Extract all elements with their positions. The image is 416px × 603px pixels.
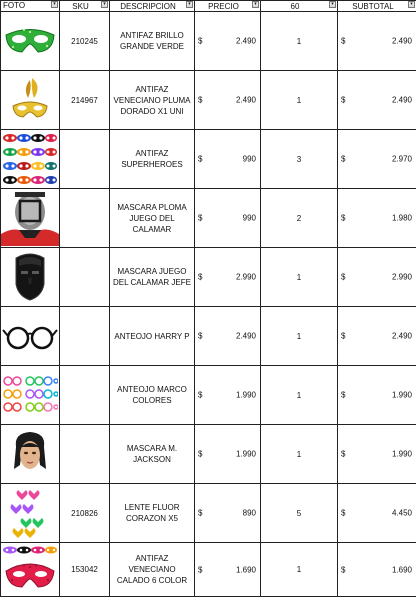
quantity-cell[interactable]: 1 xyxy=(261,71,338,130)
photo-cell[interactable] xyxy=(1,248,60,307)
subtotal-cell[interactable] xyxy=(338,543,416,597)
subtotal-cell[interactable] xyxy=(338,71,416,130)
subtotal-amount: 2.490 xyxy=(391,331,412,341)
quantity-cell[interactable]: 1 xyxy=(261,248,338,307)
subtotal-cell[interactable] xyxy=(338,484,416,543)
description-cell[interactable]: MASCARA M. JACKSON xyxy=(110,425,195,484)
price-amount: 1.990 xyxy=(235,449,256,459)
filter-qty-button[interactable]: ▾ xyxy=(329,1,336,8)
photo-cell[interactable] xyxy=(1,366,60,425)
subtotal-cell[interactable] xyxy=(338,130,416,189)
description-cell[interactable]: ANTEOJO MARCO COLORES xyxy=(110,366,195,425)
price-currency: $ xyxy=(198,508,203,518)
gold-feather-mask-icon xyxy=(10,76,50,124)
photo-cell[interactable] xyxy=(1,425,60,484)
price-currency: $ xyxy=(198,36,203,46)
price-amount: 2.490 xyxy=(235,95,256,105)
price-amount: 990 xyxy=(242,213,256,223)
header-precio xyxy=(195,1,261,12)
price-cell[interactable] xyxy=(195,248,261,307)
price-currency: $ xyxy=(198,272,203,282)
quantity-cell[interactable]: 1 xyxy=(261,425,338,484)
sku-cell[interactable]: 214967 xyxy=(60,71,110,130)
table-row xyxy=(1,366,416,425)
price-amount: 890 xyxy=(242,508,256,518)
description-cell[interactable]: MASCARA JUEGO DEL CALAMAR JEFE xyxy=(110,248,195,307)
photo-cell[interactable] xyxy=(1,12,60,71)
subtotal-currency: $ xyxy=(341,449,346,459)
quantity-cell[interactable]: 3 xyxy=(261,130,338,189)
header-sku xyxy=(60,1,110,12)
header-precio-label: PRECIO xyxy=(208,1,239,11)
subtotal-cell[interactable] xyxy=(338,366,416,425)
subtotal-amount: 1.980 xyxy=(391,213,412,223)
quantity-cell[interactable]: 1 xyxy=(261,543,338,597)
superhero-masks-icon xyxy=(2,132,58,186)
table-row xyxy=(1,189,416,248)
price-amount: 990 xyxy=(242,154,256,164)
sku-cell[interactable]: 210826 xyxy=(60,484,110,543)
header-qty xyxy=(261,1,338,12)
description-cell[interactable]: ANTIFAZ SUPERHEROES xyxy=(110,130,195,189)
price-cell[interactable] xyxy=(195,189,261,248)
subtotal-currency: $ xyxy=(341,154,346,164)
price-cell[interactable] xyxy=(195,366,261,425)
description-cell[interactable]: MASCARA PLOMA JUEGO DEL CALAMAR xyxy=(110,189,195,248)
table-row xyxy=(1,484,416,543)
price-cell[interactable] xyxy=(195,307,261,366)
description-cell[interactable]: ANTIFAZ VENECIANO CALADO 6 COLOR xyxy=(110,543,195,597)
subtotal-cell[interactable] xyxy=(338,12,416,71)
subtotal-cell[interactable] xyxy=(338,189,416,248)
filter-foto-button[interactable]: ▾ xyxy=(51,1,58,8)
header-subtotal-label: SUBTOTAL xyxy=(352,1,394,11)
sku-cell[interactable] xyxy=(60,366,110,425)
sku-cell[interactable] xyxy=(60,248,110,307)
subtotal-currency: $ xyxy=(341,390,346,400)
price-currency: $ xyxy=(198,390,203,400)
table-row xyxy=(1,71,416,130)
subtotal-amount: 1.690 xyxy=(391,565,412,574)
sku-cell[interactable] xyxy=(60,425,110,484)
price-cell[interactable] xyxy=(195,71,261,130)
description-cell[interactable]: ANTIFAZ VENECIANO PLUMA DORADO X1 UNI xyxy=(110,71,195,130)
subtotal-cell[interactable] xyxy=(338,248,416,307)
table-row xyxy=(1,130,416,189)
photo-cell[interactable] xyxy=(1,543,60,597)
price-cell[interactable] xyxy=(195,425,261,484)
price-amount: 2.490 xyxy=(235,331,256,341)
subtotal-currency: $ xyxy=(341,508,346,518)
neon-heart-glasses-icon xyxy=(8,486,52,540)
photo-cell[interactable] xyxy=(1,71,60,130)
subtotal-currency: $ xyxy=(341,272,346,282)
subtotal-amount: 2.990 xyxy=(391,272,412,282)
subtotal-amount: 2.970 xyxy=(391,154,412,164)
subtotal-amount: 1.990 xyxy=(391,449,412,459)
price-cell[interactable] xyxy=(195,130,261,189)
price-currency: $ xyxy=(198,95,203,105)
header-descripcion xyxy=(110,1,195,12)
quantity-cell[interactable]: 1 xyxy=(261,307,338,366)
jackson-mask-icon xyxy=(10,429,50,479)
subtotal-amount: 4.450 xyxy=(391,508,412,518)
quantity-cell[interactable]: 2 xyxy=(261,189,338,248)
green-glitter-mask-icon xyxy=(3,21,57,61)
subtotal-amount: 2.490 xyxy=(391,95,412,105)
filter-precio-button[interactable]: ▾ xyxy=(252,1,259,8)
price-currency: $ xyxy=(198,565,203,574)
price-cell[interactable] xyxy=(195,12,261,71)
quantity-cell[interactable]: 5 xyxy=(261,484,338,543)
round-glasses-icon xyxy=(2,321,58,351)
table-row xyxy=(1,12,416,71)
subtotal-cell[interactable] xyxy=(338,307,416,366)
subtotal-currency: $ xyxy=(341,36,346,46)
price-currency: $ xyxy=(198,213,203,223)
quantity-cell[interactable]: 1 xyxy=(261,12,338,71)
photo-cell[interactable] xyxy=(1,484,60,543)
header-subtotal xyxy=(338,1,416,12)
venetian-lace-masks-icon xyxy=(2,545,58,595)
filter-descripcion-button[interactable]: ▾ xyxy=(186,1,193,8)
quantity-cell[interactable]: 1 xyxy=(261,366,338,425)
squid-game-boss-mask-icon xyxy=(10,252,50,302)
table-row xyxy=(1,248,416,307)
price-amount: 2.490 xyxy=(235,36,256,46)
price-currency: $ xyxy=(198,154,203,164)
table-row xyxy=(1,425,416,484)
subtotal-cell[interactable] xyxy=(338,425,416,484)
subtotal-currency: $ xyxy=(341,213,346,223)
price-currency: $ xyxy=(198,449,203,459)
table-row xyxy=(1,307,416,366)
header-foto-label: FOTO xyxy=(3,1,26,10)
description-cell[interactable]: ANTEOJO HARRY P xyxy=(110,307,195,366)
subtotal-amount: 2.490 xyxy=(391,36,412,46)
subtotal-currency: $ xyxy=(341,565,346,574)
header-qty-label: 60 xyxy=(290,1,300,11)
header-sku-label: SKU xyxy=(72,1,89,11)
price-amount: 2.990 xyxy=(235,272,256,282)
photo-cell[interactable] xyxy=(1,189,60,248)
subtotal-amount: 1.990 xyxy=(391,390,412,400)
table-row xyxy=(1,543,416,597)
description-cell[interactable]: LENTE FLUOR CORAZON X5 xyxy=(110,484,195,543)
header-descripcion-label: DESCRIPCION xyxy=(120,1,176,11)
price-amount: 1.990 xyxy=(235,390,256,400)
filter-sku-button[interactable]: ▾ xyxy=(101,1,108,8)
price-currency: $ xyxy=(198,331,203,341)
price-cell[interactable] xyxy=(195,484,261,543)
header-row xyxy=(1,1,416,12)
header-foto xyxy=(1,1,60,12)
sku-cell[interactable] xyxy=(60,130,110,189)
photo-cell[interactable] xyxy=(1,130,60,189)
sku-cell[interactable] xyxy=(60,189,110,248)
subtotal-currency: $ xyxy=(341,331,346,341)
price-amount: 1.690 xyxy=(235,565,256,574)
description-cell[interactable]: ANTIFAZ BRILLO GRANDE VERDE xyxy=(110,12,195,71)
sku-cell[interactable] xyxy=(60,307,110,366)
sku-cell[interactable]: 210245 xyxy=(60,12,110,71)
sku-cell[interactable]: 153042 xyxy=(60,543,110,597)
photo-cell[interactable] xyxy=(1,307,60,366)
subtotal-currency: $ xyxy=(341,95,346,105)
filter-subtotal-button[interactable]: ▾ xyxy=(408,1,415,8)
squid-game-plain-mask-icon xyxy=(1,190,59,246)
colored-glasses-icon xyxy=(2,375,58,415)
price-cell[interactable] xyxy=(195,543,261,597)
